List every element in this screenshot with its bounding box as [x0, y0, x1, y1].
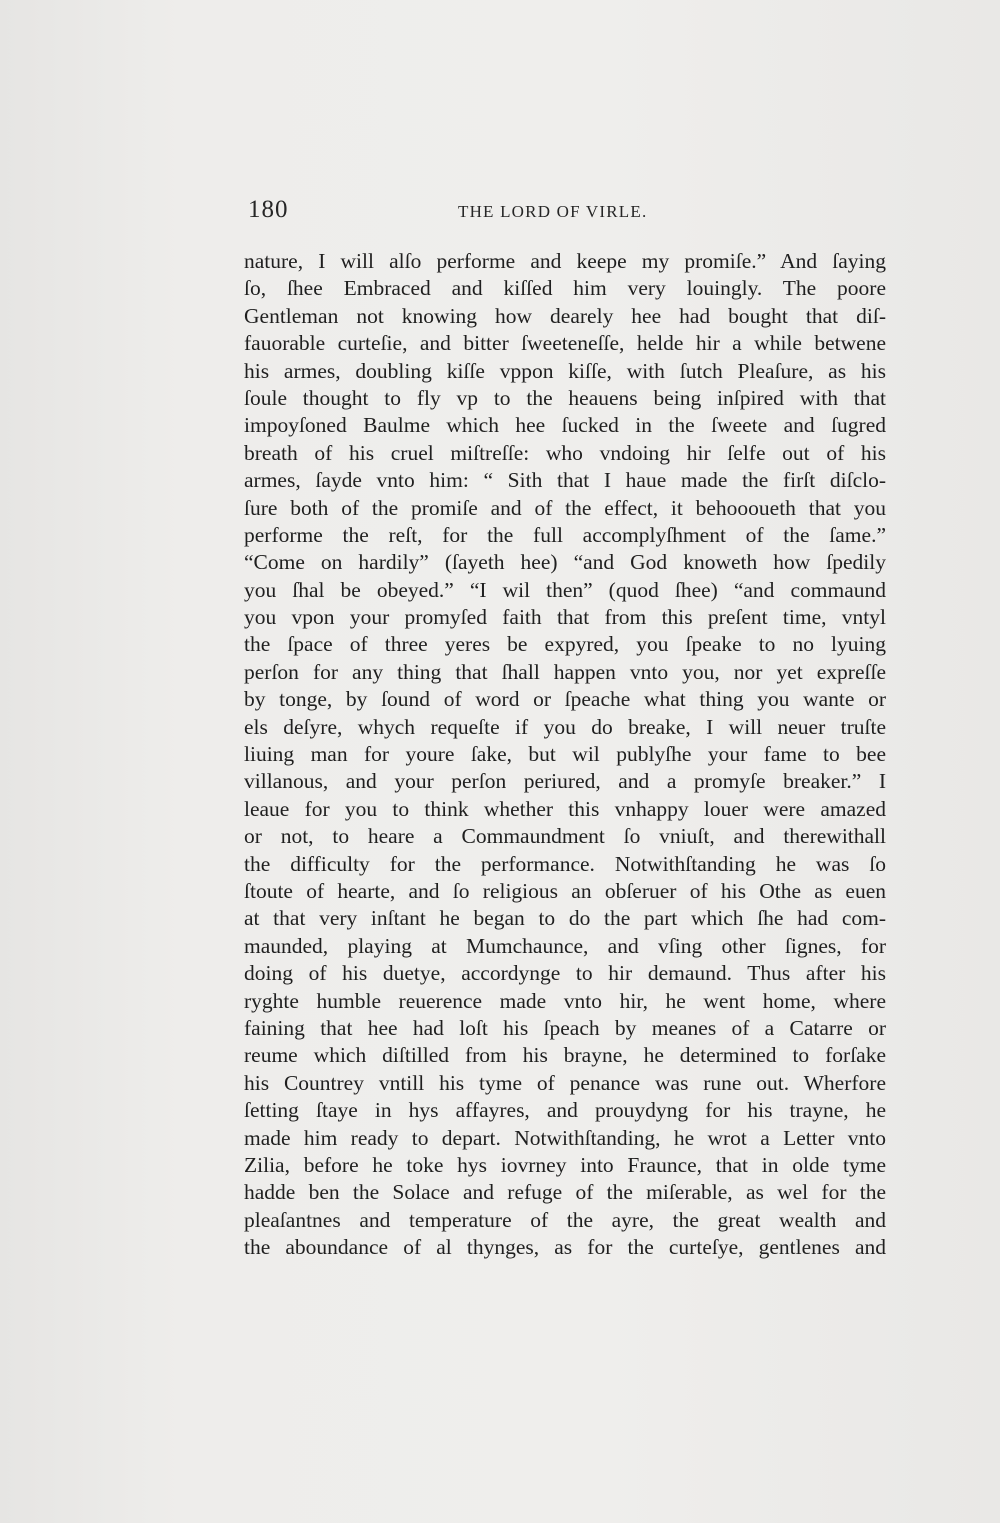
- text-line: Gentleman not knowing how dearely hee had bought that diſ-: [244, 303, 886, 328]
- text-line: doing of his duetye, accordynge to hir demaund. Thus after his: [244, 961, 886, 986]
- text-line: the aboundance of al thynges, as for the curteſye, gentlenes and: [244, 1235, 886, 1260]
- text-line: you ſhal be obeyed.” “I wil then” (quod ſhee) “and commaund: [244, 577, 886, 602]
- text-line: leaue for you to think whether this vnhappy louer were amazed: [244, 796, 886, 821]
- text-line: the ſpace of three yeres be expyred, you ſpeake to no lyuing: [244, 632, 886, 657]
- text-line: fauorable curteſie, and bitter ſweeteneſſe, helde hir a while betwene: [244, 331, 886, 356]
- text-line: his Countrey vntill his tyme of penance was rune out. Wherfore: [244, 1070, 886, 1095]
- text-line: you vpon your promyſed faith that from this preſent time, vntyl: [244, 605, 886, 630]
- text-line: or not, to heare a Commaundment ſo vniuſt, and therewithall: [244, 824, 886, 849]
- text-line: ryghte humble reuerence made vnto hir, he went home, where: [244, 988, 886, 1013]
- text-line: armes, ſayde vnto him: “ Sith that I haue made the firſt diſclo-: [244, 468, 886, 493]
- text-line: faining that hee had loſt his ſpeach by meanes of a Catarre or: [244, 1015, 886, 1040]
- text-line: Zilia, before he toke hys iovrney into Fraunce, that in olde tyme: [244, 1152, 886, 1177]
- text-line: villanous, and your perſon periured, and a promyſe breaker.” I: [244, 769, 886, 794]
- running-head: [248, 196, 880, 226]
- text-line: by tonge, by ſound of word or ſpeache what thing you wante or: [244, 687, 886, 712]
- text-line: nature, I will alſo performe and keepe my promiſe.” And ſaying: [244, 249, 886, 273]
- text-line: breath of his cruel miſtreſſe: who vndoing hir ſelfe out of his: [244, 440, 886, 465]
- page-number: 180: [248, 196, 289, 223]
- text-line: reume which diſtilled from his brayne, he determined to forſake: [244, 1043, 886, 1068]
- text-line: ſure both of the promiſe and of the effect, it behoooueth that you: [244, 495, 886, 520]
- text-line: ſtoute of hearte, and ſo religious an obſeruer of his Othe as euen: [244, 878, 886, 903]
- body-text: [244, 248, 886, 1261]
- text-line: impoyſoned Baulme which hee ſucked in the ſweete and ſugred: [244, 413, 886, 438]
- text-line: els deſyre, whych requeſte if you do breake, I will neuer truſte: [244, 714, 886, 739]
- text-line: ſoule thought to fly vp to the heauens being inſpired with that: [244, 385, 886, 410]
- text-line: maunded, playing at Mumchaunce, and vſing other ſignes, for: [244, 933, 886, 958]
- text-line: ſetting ſtaye in hys affayres, and prouydyng for his trayne, he: [244, 1098, 886, 1123]
- running-title: THE LORD OF VIRLE.: [458, 202, 648, 221]
- text-line: the difficulty for the performance. Notwithſtanding he was ſo: [244, 851, 886, 876]
- text-line: pleaſantnes and temperature of the ayre, the great wealth and: [244, 1207, 886, 1232]
- text-line: at that very inſtant he began to do the part which ſhe had com-: [244, 906, 886, 931]
- text-line: liuing man for youre ſake, but wil publyſhe your fame to bee: [244, 742, 886, 767]
- text-line: his armes, doubling kiſſe vppon kiſſe, with ſutch Pleaſure, as his: [244, 358, 886, 383]
- text-line: performe the reſt, for the full accomplyſhment of the ſame.”: [244, 522, 886, 547]
- text-line: “Come on hardily” (ſayeth hee) “and God knoweth how ſpedily: [244, 550, 886, 575]
- text-line: perſon for any thing that ſhall happen vnto you, nor yet expreſſe: [244, 659, 886, 684]
- text-line: hadde ben the Solace and refuge of the miſerable, as wel for the: [244, 1180, 886, 1205]
- text-line: made him ready to depart. Notwithſtanding, he wrot a Letter vnto: [244, 1125, 886, 1150]
- text-line: ſo, ſhee Embraced and kiſſed him very louingly. The poore: [244, 276, 886, 301]
